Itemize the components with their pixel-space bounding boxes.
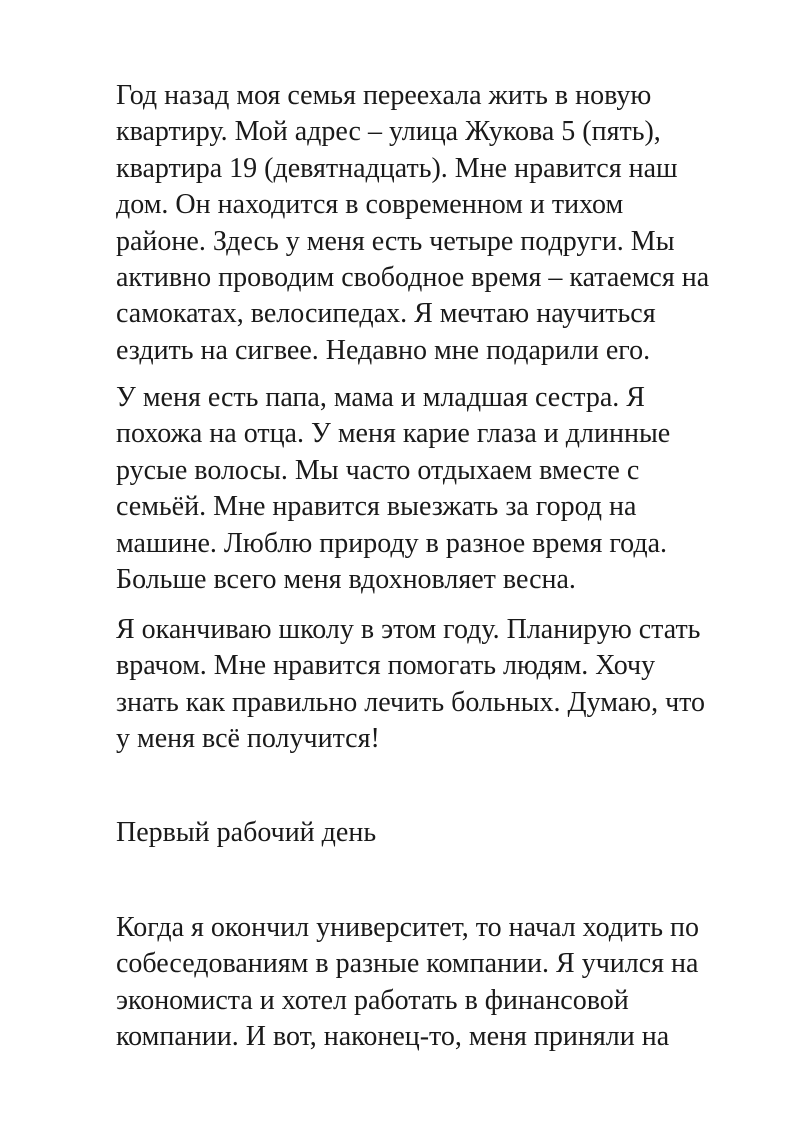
text-line: Год назад моя семья переехала жить в новую <box>116 80 652 111</box>
paragraph-family <box>116 380 670 598</box>
text-line: Больше всего меня вдохновляет весна. <box>116 564 576 596</box>
text-line: Когда я окончил университет, то начал ходить по <box>116 912 700 943</box>
text-line: дом. Он находится в современном и тихом <box>116 189 624 221</box>
section-heading: Первый рабочий день <box>116 817 377 848</box>
text-line: квартира 19 (девятнадцать). Мне нравится наш <box>116 152 678 184</box>
text-line: у меня всё получится! <box>116 723 380 755</box>
text-line: русые волосы. Мы часто отдыхаем вместе с <box>116 454 640 486</box>
paragraph-first-work-day <box>116 910 699 1056</box>
text-line: собеседованиям в разные компании. Я учился на <box>116 948 699 980</box>
text-line: Я оканчиваю школу в этом году. Планирую стать <box>116 614 701 645</box>
text-line: активно проводим свободное время – катаемся на <box>116 262 710 294</box>
text-line: ездить на сигвее. Недавно мне подарили его. <box>116 334 651 366</box>
text-line: врачом. Мне нравится помогать людям. Хочу <box>116 650 656 682</box>
text-line: похожа на отца. У меня карие глаза и длинные <box>116 418 671 450</box>
paragraph-new-apartment <box>116 78 709 369</box>
text-line: экономиста и хотел работать в финансовой <box>116 984 629 1016</box>
paragraph-future-plans <box>116 612 705 758</box>
text-line: самокатах, велосипедах. Я мечтаю научиться <box>116 298 656 330</box>
text-line: компании. И вот, наконец-то, меня приняли на <box>116 1021 670 1053</box>
text-line: У меня есть папа, мама и младшая сестра. Я <box>116 382 645 413</box>
text-line: машине. Люблю природу в разное время года. <box>116 527 668 559</box>
text-line: районе. Здесь у меня есть четыре подруги. Мы <box>116 225 675 257</box>
text-line: квартиру. Мой адрес – улица Жукова 5 (пять), <box>116 116 661 148</box>
text-line: семьёй. Мне нравится выезжать за город на <box>116 491 637 523</box>
text-line: знать как правильно лечить больных. Думаю, что <box>116 686 706 718</box>
